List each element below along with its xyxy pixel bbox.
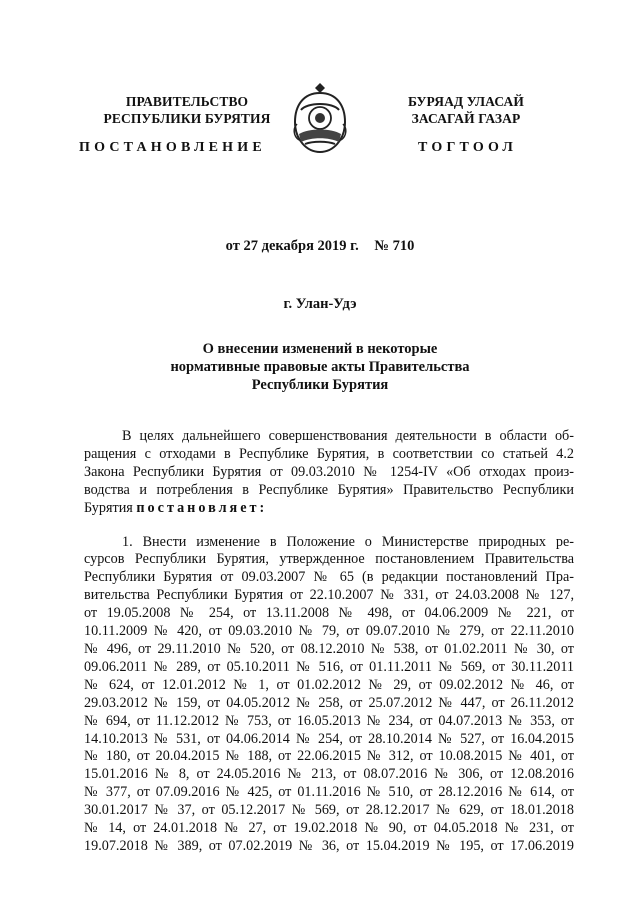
- preamble-paragraph: [84, 428, 574, 518]
- doc-number: № 710: [374, 238, 415, 254]
- item-1-line: № 377, от 07.09.2016 № 425, от 01.11.2016 № 510, от 28.12.2016 № 614, от: [84, 784, 574, 801]
- doc-type-bua: ТОГТООЛ: [418, 140, 518, 155]
- item-1-line: 19.07.2018 № 389, от 07.02.2019 № 36, от 15.04.2019 № 195, от 17.06.2019: [84, 837, 574, 854]
- issuer-bua-line-2: ЗАСАГАЙ ГАЗАР: [411, 111, 521, 126]
- title-line: О внесении изменений в некоторые: [202, 341, 438, 357]
- item-1-line: № 496, от 29.11.2010 № 520, от 08.12.2010 № 538, от 01.02.2011 № 30, от: [84, 640, 574, 657]
- doc-city: г. Улан-Удэ: [283, 296, 357, 312]
- issuer-bua-line-1: БУРЯАД УЛАСАЙ: [408, 94, 524, 109]
- preamble-line: водства и потребления в Республике Бурятия» Правительство Республики: [84, 481, 574, 498]
- preamble-last-prefix: Бурятия: [84, 499, 133, 516]
- item-1-line: № 624, от 12.01.2012 № 1, от 01.02.2012 № 29, от 09.02.2012 № 46, от: [84, 676, 574, 693]
- issuer-line-1: ПРАВИТЕЛЬСТВО: [125, 94, 249, 109]
- item-1-line: Республики Бурятия от 09.03.2007 № 65 (в редакции постановлений Пра-: [84, 569, 574, 586]
- doc-body: [84, 428, 574, 856]
- preamble-line: ращения с отходами в Республике Бурятия, в соответствии со статьей 4.2: [84, 445, 574, 462]
- coat-of-arms-emblem: [291, 80, 349, 156]
- item-1-line: № 14, от 24.01.2018 № 27, от 19.02.2018 № 90, от 04.05.2018 № 231, от: [84, 820, 574, 837]
- doc-title: [0, 340, 640, 394]
- date-number-line: [0, 238, 640, 255]
- item-1-line: 29.03.2012 № 159, от 04.05.2012 № 258, от 25.07.2012 № 447, от 26.11.2012: [84, 694, 574, 711]
- title-line: нормативные правовые акты Правительства: [170, 359, 470, 375]
- preamble-last-line: [84, 500, 574, 518]
- decree-word: постановляет:: [136, 499, 268, 516]
- issuer-line-2: РЕСПУБЛИКИ БУРЯТИЯ: [103, 111, 271, 126]
- doc-date: от 27 декабря 2019 г.: [225, 238, 359, 254]
- preamble-line: В целях дальнейшего совершенствования деятельности в области об-: [122, 428, 574, 444]
- item-1-line: № 180, от 20.04.2015 № 188, от 22.06.2015 № 312, от 10.08.2015 № 401, от: [84, 748, 574, 765]
- item-1-line: сурсов Республики Бурятия, утвержденное постановлением Правительства: [84, 551, 574, 568]
- issuer-name-bua: [376, 93, 556, 127]
- item-1-line: 14.10.2013 № 531, от 04.06.2014 № 254, от 28.10.2014 № 527, от 16.04.2015: [84, 730, 574, 747]
- item-1-line: 09.06.2011 № 289, от 05.10.2011 № 516, от 01.11.2011 № 569, от 30.11.2011: [84, 658, 574, 675]
- item-1-line: 30.01.2017 № 37, от 05.12.2017 № 569, от 28.12.2017 № 629, от 18.01.2018: [84, 802, 574, 819]
- doc-type-ru: ПОСТАНОВЛЕНИЕ: [79, 140, 266, 155]
- item-1-line: 1. Внести изменение в Положение о Министерстве природных ре-: [122, 533, 574, 550]
- item-1-line: вительства Республики Бурятия от 22.10.2007 № 331, от 24.03.2008 № 127,: [84, 587, 574, 604]
- issuer-name-ru: [94, 93, 280, 127]
- item-1-paragraph: [84, 534, 574, 856]
- item-1-line: 10.11.2009 № 420, от 09.03.2010 № 79, от 09.07.2010 № 279, от 22.11.2010: [84, 623, 574, 640]
- item-1-line: 15.01.2016 № 8, от 24.05.2016 № 213, от 08.07.2016 № 306, от 12.08.2016: [84, 766, 574, 783]
- item-1-line: от 19.05.2008 № 254, от 13.11.2008 № 498, от 04.06.2009 № 221, от: [84, 605, 574, 622]
- title-line: Республики Бурятия: [251, 377, 389, 393]
- item-1-line: № 694, от 11.12.2012 № 753, от 16.05.2013 № 234, от 04.07.2013 № 353, от: [84, 712, 574, 729]
- preamble-line: Закона Республики Бурятия от 09.03.2010 № 1254-IV «Об отходах произ-: [84, 463, 574, 480]
